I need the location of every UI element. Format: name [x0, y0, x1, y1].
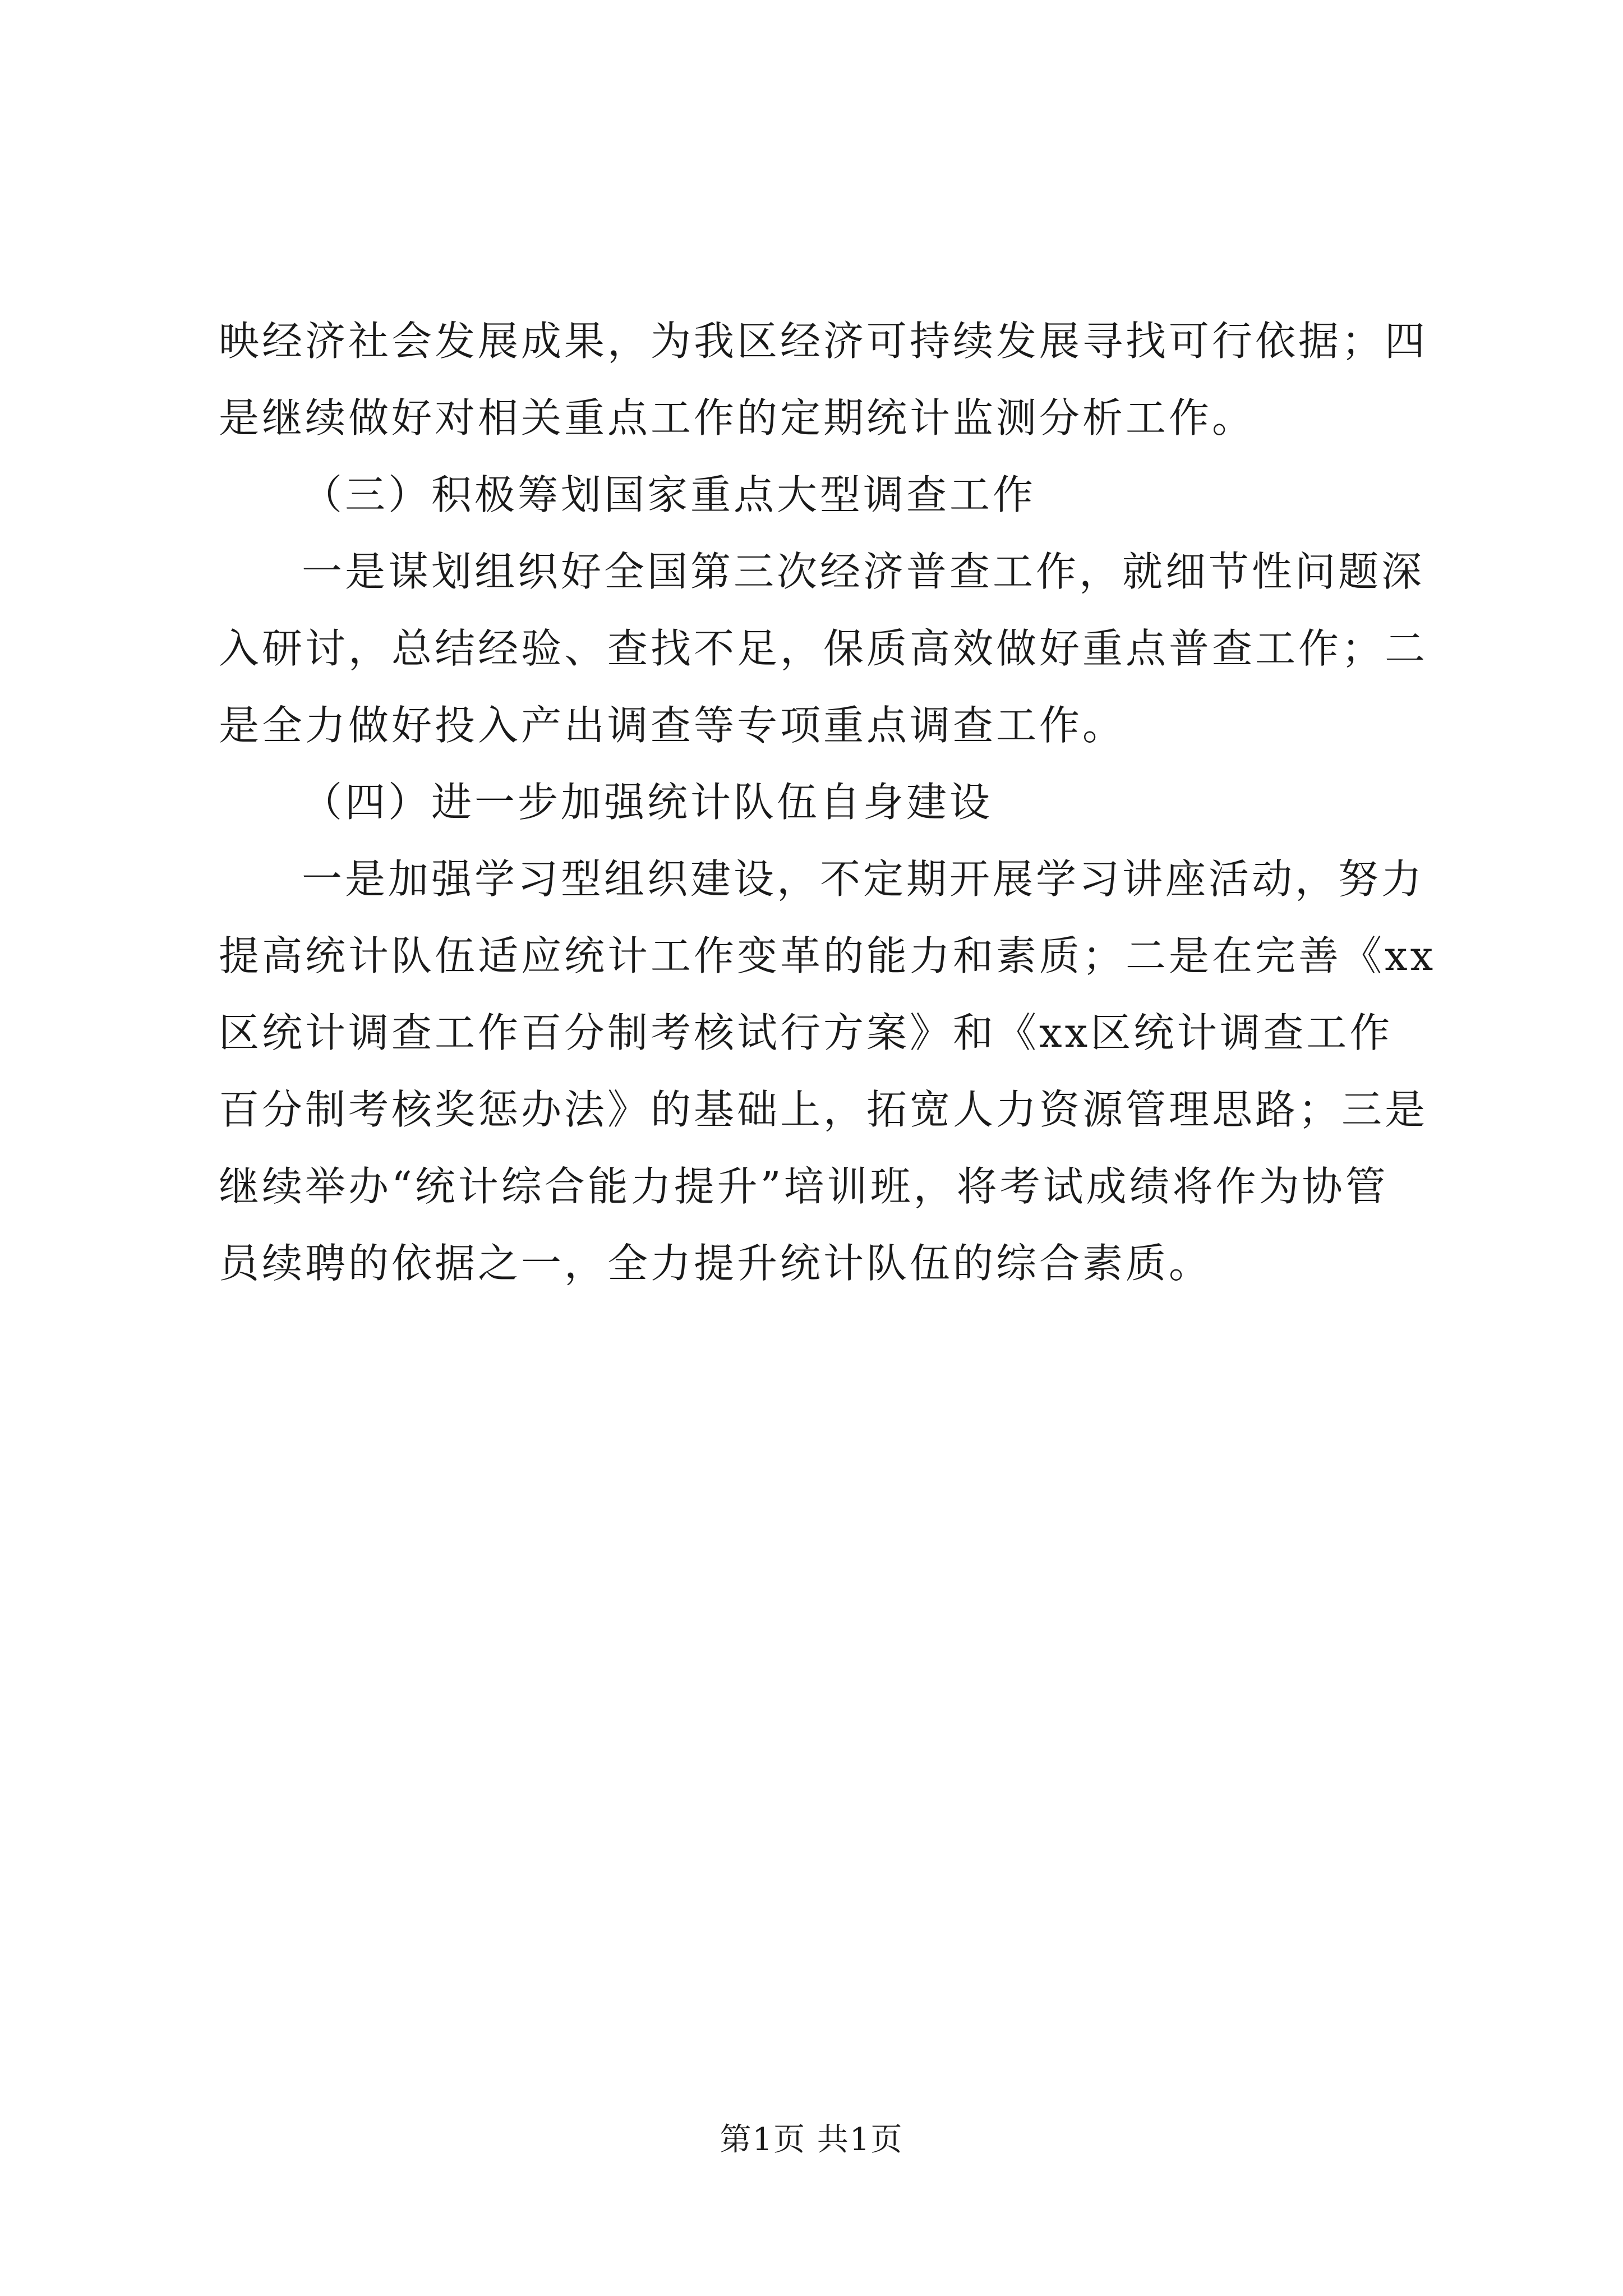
text-line: 继续举办“统计综合能力提升”培训班，将考试成绩将作为协管	[219, 1163, 1389, 1210]
document-body	[219, 303, 1436, 1302]
text-line: 一是谋划组织好全国第三次经济普查工作，就细节性问题深	[302, 548, 1425, 595]
text-line: 一是加强学习型组织建设，不定期开展学习讲座活动，努力	[302, 855, 1425, 903]
text-line: 是继续做好对相关重点工作的定期统计监测分析工作。	[219, 394, 1256, 441]
text-line: 员续聘的依据之一，全力提升统计队伍的综合素质。	[219, 1240, 1212, 1287]
page-footer: 第1页 共1页	[720, 2122, 903, 2158]
text-line: 是全力做好投入产出调查等专项重点调查工作。	[219, 702, 1126, 749]
text-line: 入研讨，总结经验、查找不足，保质高效做好重点普查工作；二	[219, 625, 1428, 672]
paragraph-continuation	[219, 303, 1428, 457]
text-line: 百分制考核奖惩办法》的基础上，拓宽人力资源管理思路；三是	[219, 1086, 1428, 1133]
section-heading-4	[219, 764, 1419, 841]
paragraph-section-4	[219, 841, 1436, 1302]
section-heading-3	[219, 457, 1419, 533]
text-line: 映经济社会发展成果，为我区经济可持续发展寻找可行依据；四	[219, 318, 1428, 365]
text-line: 区统计调查工作百分制考核试行方案》和《xx区统计调查工作	[219, 1009, 1393, 1056]
heading-line: （三）积极筹划国家重点大型调查工作	[302, 471, 1036, 518]
text-line: 提高统计队伍适应统计工作变革的能力和素质；二是在完善《xx	[219, 932, 1436, 979]
paragraph-section-3	[219, 533, 1428, 764]
heading-line: （四）进一步加强统计队伍自身建设	[302, 779, 993, 826]
